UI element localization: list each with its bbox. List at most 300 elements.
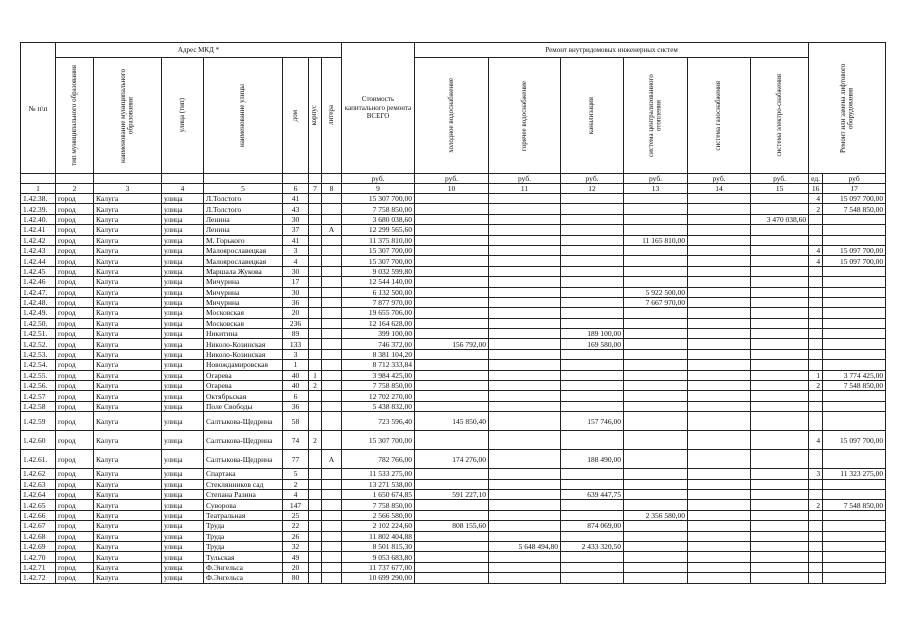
table-row <box>21 360 886 370</box>
mo-name-cell: Калуга <box>94 510 162 520</box>
cold-water-cost-cell <box>415 245 489 255</box>
row-number-cell: 1.42.54. <box>21 360 56 370</box>
table-row <box>21 318 886 328</box>
litera-cell <box>322 349 342 359</box>
row-number-cell: 1.42.39. <box>21 204 56 214</box>
gas-cost-cell <box>688 450 751 469</box>
cold-water-cost-cell <box>415 370 489 380</box>
sewer-cost-cell: 639 447,75 <box>561 489 624 499</box>
sewer-cost-cell <box>561 194 624 204</box>
sewer-cost-cell <box>561 277 624 287</box>
total-cost-cell: 9 032 599,80 <box>342 266 415 276</box>
mo-type-cell: город <box>56 391 94 401</box>
total-cost-cell: 7 877 970,00 <box>342 297 415 307</box>
header-street-type <box>162 58 204 174</box>
street-name-cell: Никитина <box>204 329 283 339</box>
hot-water-cost-cell <box>489 204 561 214</box>
korpus-cell <box>309 489 322 499</box>
column-number-cell: 12 <box>561 184 624 194</box>
gas-cost-cell <box>688 562 751 572</box>
total-cost-cell: 7 758 850,00 <box>342 204 415 214</box>
korpus-cell <box>309 479 322 489</box>
street-name-cell: Салтыкова-Щедрина <box>204 431 283 450</box>
korpus-cell: 1 <box>309 370 322 380</box>
electric-cost-cell <box>751 245 809 255</box>
mo-type-cell: город <box>56 308 94 318</box>
electric-cost-cell <box>751 308 809 318</box>
mo-type-cell: город <box>56 287 94 297</box>
total-cost-cell: 12 702 270,00 <box>342 391 415 401</box>
lift-count-cell <box>809 510 823 520</box>
lift-count-cell <box>809 214 823 224</box>
heating-cost-cell <box>624 349 688 359</box>
mo-name-cell: Калуга <box>94 412 162 431</box>
house-cell: 25 <box>283 510 309 520</box>
total-cost-cell: 11 802 404,88 <box>342 531 415 541</box>
header-heating-label: система централизованного отопления <box>647 74 663 157</box>
total-cost-cell: 15 307 700,00 <box>342 256 415 266</box>
total-cost-cell: 2 102 224,60 <box>342 521 415 531</box>
column-number-cell: 8 <box>322 184 342 194</box>
unit-cell: руб. <box>751 174 809 184</box>
heating-cost-cell <box>624 225 688 235</box>
lift-count-cell <box>809 541 823 551</box>
gas-cost-cell <box>688 510 751 520</box>
litera-cell <box>322 562 342 572</box>
hot-water-cost-cell <box>489 469 561 479</box>
lift-count-cell <box>809 450 823 469</box>
street-name-cell: Л.Толстого <box>204 204 283 214</box>
litera-cell: А <box>322 450 342 469</box>
street-type-cell: улица <box>162 256 204 266</box>
gas-cost-cell <box>688 401 751 411</box>
heating-cost-cell <box>624 541 688 551</box>
row-number-cell: 1.42.70 <box>21 552 56 562</box>
table-row <box>21 510 886 520</box>
korpus-cell <box>309 235 322 245</box>
heating-cost-cell <box>624 489 688 499</box>
sewer-cost-cell: 2 433 320,50 <box>561 541 624 551</box>
mo-type-cell: город <box>56 431 94 450</box>
cold-water-cost-cell <box>415 401 489 411</box>
korpus-cell <box>309 531 322 541</box>
lift-cost-cell <box>823 531 886 541</box>
mo-type-cell: город <box>56 225 94 235</box>
hot-water-cost-cell <box>489 573 561 583</box>
heating-cost-cell <box>624 308 688 318</box>
row-number-cell: 1.42.63 <box>21 479 56 489</box>
row-number-cell: 1.42.58 <box>21 401 56 411</box>
lift-cost-cell <box>823 297 886 307</box>
lift-cost-cell <box>823 277 886 287</box>
korpus-cell <box>309 256 322 266</box>
total-cost-cell: 7 758 850,00 <box>342 500 415 510</box>
korpus-cell <box>309 510 322 520</box>
mo-name-cell: Калуга <box>94 308 162 318</box>
electric-cost-cell <box>751 318 809 328</box>
lift-cost-cell: 7 548 850,00 <box>823 500 886 510</box>
lift-cost-cell: 7 548 850,00 <box>823 204 886 214</box>
row-number-cell: 1.42.65 <box>21 500 56 510</box>
cold-water-cost-cell <box>415 573 489 583</box>
column-number-cell: 10 <box>415 184 489 194</box>
cold-water-cost-cell <box>415 318 489 328</box>
heating-cost-cell <box>624 500 688 510</box>
table-row <box>21 521 886 531</box>
cold-water-cost-cell: 808 155,60 <box>415 521 489 531</box>
litera-cell <box>322 339 342 349</box>
street-name-cell: М. Горького <box>204 235 283 245</box>
street-type-cell: улица <box>162 225 204 235</box>
lift-count-cell <box>809 489 823 499</box>
unit-cell: руб. <box>342 174 415 184</box>
hot-water-cost-cell <box>489 500 561 510</box>
house-cell: 4 <box>283 489 309 499</box>
lift-cost-cell <box>823 287 886 297</box>
mo-name-cell: Калуга <box>94 573 162 583</box>
total-cost-cell: 13 271 538,00 <box>342 479 415 489</box>
street-type-cell: улица <box>162 479 204 489</box>
street-name-cell: Малоярославецкая <box>204 245 283 255</box>
street-name-cell: Труда <box>204 541 283 551</box>
house-cell: 6 <box>283 391 309 401</box>
mo-type-cell: город <box>56 360 94 370</box>
table-row <box>21 370 886 380</box>
lift-count-cell <box>809 391 823 401</box>
cold-water-cost-cell: 156 792,00 <box>415 339 489 349</box>
street-name-cell: Поле Свободы <box>204 401 283 411</box>
street-name-cell: Огарева <box>204 381 283 391</box>
heating-cost-cell <box>624 194 688 204</box>
cold-water-cost-cell <box>415 381 489 391</box>
table-row <box>21 412 886 431</box>
lift-count-cell: 2 <box>809 204 823 214</box>
mo-type-cell: город <box>56 277 94 287</box>
electric-cost-cell <box>751 541 809 551</box>
street-name-cell: Новождамировская <box>204 360 283 370</box>
electric-cost-cell <box>751 469 809 479</box>
mo-name-cell: Калуга <box>94 541 162 551</box>
hot-water-cost-cell <box>489 370 561 380</box>
header-hot-water-label: горячее водоснабжение <box>519 80 528 151</box>
street-type-cell: улица <box>162 562 204 572</box>
street-type-cell: улица <box>162 235 204 245</box>
total-cost-cell: 399 100,00 <box>342 329 415 339</box>
lift-count-cell: 1 <box>809 370 823 380</box>
header-cold-water-label: холодное водоснабжение <box>446 78 455 153</box>
table-row <box>21 391 886 401</box>
mo-type-cell: город <box>56 204 94 214</box>
heating-cost-cell <box>624 412 688 431</box>
house-cell: 20 <box>283 308 309 318</box>
electric-cost-cell <box>751 531 809 541</box>
lift-count-cell <box>809 277 823 287</box>
mo-type-cell: город <box>56 194 94 204</box>
lift-cost-cell: 11 323 275,00 <box>823 469 886 479</box>
header-electric <box>751 58 809 174</box>
street-type-cell: улица <box>162 510 204 520</box>
header-gas-label: система газоснабжения <box>714 80 723 151</box>
row-number-cell: 1.42.44 <box>21 256 56 266</box>
sewer-cost-cell <box>561 318 624 328</box>
mo-name-cell: Калуга <box>94 521 162 531</box>
sewer-cost-cell <box>561 500 624 510</box>
street-type-cell: улица <box>162 521 204 531</box>
mo-type-cell: город <box>56 339 94 349</box>
korpus-cell <box>309 287 322 297</box>
heating-cost-cell <box>624 401 688 411</box>
column-numbers-row <box>21 184 886 194</box>
litera-cell <box>322 391 342 401</box>
electric-cost-cell <box>751 431 809 450</box>
total-cost-cell: 8 712 333,84 <box>342 360 415 370</box>
litera-cell <box>322 214 342 224</box>
house-cell: 32 <box>283 541 309 551</box>
electric-cost-cell <box>751 521 809 531</box>
house-cell: 30 <box>283 214 309 224</box>
total-cost-cell: 11 375 810,00 <box>342 235 415 245</box>
row-number-cell: 1.42.38. <box>21 194 56 204</box>
lift-count-cell <box>809 552 823 562</box>
cold-water-cost-cell <box>415 391 489 401</box>
unit-cell: руб. <box>688 174 751 184</box>
house-cell: 5 <box>283 469 309 479</box>
litera-cell <box>322 500 342 510</box>
hot-water-cost-cell <box>489 349 561 359</box>
hot-water-cost-cell <box>489 401 561 411</box>
lift-count-cell <box>809 266 823 276</box>
gas-cost-cell <box>688 235 751 245</box>
hot-water-cost-cell: 5 648 494,80 <box>489 541 561 551</box>
mo-name-cell: Калуга <box>94 552 162 562</box>
electric-cost-cell <box>751 381 809 391</box>
litera-cell <box>322 431 342 450</box>
heating-cost-cell <box>624 339 688 349</box>
lift-cost-cell <box>823 349 886 359</box>
gas-cost-cell <box>688 329 751 339</box>
mo-type-cell: город <box>56 381 94 391</box>
cold-water-cost-cell: 174 276,00 <box>415 450 489 469</box>
unit-cell: руб <box>823 174 886 184</box>
mo-name-cell: Калуга <box>94 297 162 307</box>
total-cost-cell: 12 544 140,00 <box>342 277 415 287</box>
lift-count-cell <box>809 318 823 328</box>
row-number-cell: 1.42.69 <box>21 541 56 551</box>
gas-cost-cell <box>688 489 751 499</box>
repair-table <box>20 42 886 584</box>
table-row <box>21 349 886 359</box>
lift-cost-cell <box>823 521 886 531</box>
cold-water-cost-cell: 591 227,10 <box>415 489 489 499</box>
street-type-cell: улица <box>162 308 204 318</box>
header-cold-water <box>415 58 489 174</box>
hot-water-cost-cell <box>489 360 561 370</box>
heating-cost-cell <box>624 245 688 255</box>
cold-water-cost-cell <box>415 225 489 235</box>
cold-water-cost-cell <box>415 235 489 245</box>
row-number-cell: 1.42.67 <box>21 521 56 531</box>
column-number-cell: 1 <box>21 184 56 194</box>
electric-cost-cell <box>751 401 809 411</box>
sewer-cost-cell <box>561 204 624 214</box>
column-number-cell: 16 <box>809 184 823 194</box>
electric-cost-cell <box>751 360 809 370</box>
litera-cell <box>322 297 342 307</box>
hot-water-cost-cell <box>489 256 561 266</box>
electric-cost-cell <box>751 235 809 245</box>
street-name-cell: Октябрьская <box>204 391 283 401</box>
total-cost-cell: 19 655 706,00 <box>342 308 415 318</box>
heating-cost-cell <box>624 214 688 224</box>
header-house <box>283 58 309 174</box>
street-name-cell: Мичурина <box>204 297 283 307</box>
mo-type-cell: город <box>56 412 94 431</box>
gas-cost-cell <box>688 204 751 214</box>
hot-water-cost-cell <box>489 339 561 349</box>
lift-count-cell <box>809 349 823 359</box>
gas-cost-cell <box>688 531 751 541</box>
header-address-group: Адрес МКД * <box>56 43 342 58</box>
header-hot-water <box>489 58 561 174</box>
lift-count-cell: 4 <box>809 194 823 204</box>
litera-cell <box>322 308 342 318</box>
korpus-cell <box>309 562 322 572</box>
mo-name-cell: Калуга <box>94 339 162 349</box>
street-type-cell: улица <box>162 245 204 255</box>
korpus-cell <box>309 541 322 551</box>
table-row <box>21 225 886 235</box>
electric-cost-cell <box>751 277 809 287</box>
hot-water-cost-cell <box>489 391 561 401</box>
sewer-cost-cell <box>561 391 624 401</box>
sewer-cost-cell <box>561 266 624 276</box>
gas-cost-cell <box>688 214 751 224</box>
lift-count-cell: 4 <box>809 245 823 255</box>
hot-water-cost-cell <box>489 521 561 531</box>
gas-cost-cell <box>688 469 751 479</box>
heating-cost-cell <box>624 552 688 562</box>
sewer-cost-cell <box>561 431 624 450</box>
total-cost-cell: 8 501 815,30 <box>342 541 415 551</box>
sewer-cost-cell <box>561 531 624 541</box>
heating-cost-cell <box>624 479 688 489</box>
sewer-cost-cell <box>561 256 624 266</box>
mo-type-cell: город <box>56 450 94 469</box>
header-street-name <box>204 58 283 174</box>
street-type-cell: улица <box>162 277 204 287</box>
mo-name-cell: Калуга <box>94 370 162 380</box>
street-name-cell: Ленина <box>204 225 283 235</box>
litera-cell <box>322 287 342 297</box>
mo-type-cell: город <box>56 318 94 328</box>
house-cell: 22 <box>283 521 309 531</box>
heating-cost-cell <box>624 381 688 391</box>
cold-water-cost-cell <box>415 500 489 510</box>
house-cell: 236 <box>283 318 309 328</box>
street-type-cell: улица <box>162 489 204 499</box>
electric-cost-cell <box>751 510 809 520</box>
sewer-cost-cell <box>561 510 624 520</box>
lift-cost-cell <box>823 339 886 349</box>
gas-cost-cell <box>688 479 751 489</box>
sewer-cost-cell <box>561 370 624 380</box>
unit-cell: руб. <box>415 174 489 184</box>
gas-cost-cell <box>688 297 751 307</box>
hot-water-cost-cell <box>489 235 561 245</box>
electric-cost-cell <box>751 194 809 204</box>
lift-cost-cell <box>823 552 886 562</box>
hot-water-cost-cell <box>489 479 561 489</box>
cold-water-cost-cell <box>415 256 489 266</box>
mo-type-cell: город <box>56 370 94 380</box>
mo-name-cell: Калуга <box>94 489 162 499</box>
lift-count-cell: 4 <box>809 256 823 266</box>
heating-cost-cell <box>624 360 688 370</box>
street-name-cell: Театральная <box>204 510 283 520</box>
gas-cost-cell <box>688 431 751 450</box>
mo-type-cell: город <box>56 531 94 541</box>
column-number-cell: 15 <box>751 184 809 194</box>
heating-cost-cell <box>624 562 688 572</box>
lift-count-cell <box>809 297 823 307</box>
litera-cell <box>322 277 342 287</box>
lift-cost-cell <box>823 266 886 276</box>
row-number-cell: 1.42.42 <box>21 235 56 245</box>
lift-cost-cell <box>823 391 886 401</box>
cold-water-cost-cell <box>415 541 489 551</box>
korpus-cell <box>309 412 322 431</box>
heating-cost-cell <box>624 370 688 380</box>
table-row <box>21 214 886 224</box>
column-number-cell: 14 <box>688 184 751 194</box>
hot-water-cost-cell <box>489 412 561 431</box>
litera-cell <box>322 510 342 520</box>
gas-cost-cell <box>688 266 751 276</box>
header-korpus-label: корпус <box>310 105 319 126</box>
header-total-label: Стоимость капитального ремонта ВСЕГО <box>344 94 412 121</box>
cold-water-cost-cell <box>415 510 489 520</box>
mo-type-cell: город <box>56 235 94 245</box>
house-cell: 1 <box>283 360 309 370</box>
cold-water-cost-cell <box>415 552 489 562</box>
lift-cost-cell <box>823 450 886 469</box>
street-name-cell: Николо-Козинская <box>204 349 283 359</box>
hot-water-cost-cell <box>489 431 561 450</box>
lift-count-cell <box>809 573 823 583</box>
litera-cell <box>322 479 342 489</box>
sewer-cost-cell <box>561 287 624 297</box>
lift-cost-cell <box>823 489 886 499</box>
table-row <box>21 266 886 276</box>
electric-cost-cell <box>751 391 809 401</box>
litera-cell <box>322 194 342 204</box>
table-row <box>21 489 886 499</box>
row-number-cell: 1.42.53. <box>21 349 56 359</box>
lift-cost-cell <box>823 308 886 318</box>
street-name-cell: Труда <box>204 531 283 541</box>
total-cost-cell: 9 053 683,80 <box>342 552 415 562</box>
gas-cost-cell <box>688 552 751 562</box>
column-number-cell: 9 <box>342 184 415 194</box>
sewer-cost-cell <box>561 469 624 479</box>
street-type-cell: улица <box>162 450 204 469</box>
litera-cell <box>322 521 342 531</box>
house-cell: 3 <box>283 245 309 255</box>
sewer-cost-cell: 157 746,00 <box>561 412 624 431</box>
total-cost-cell: 15 307 700,00 <box>342 245 415 255</box>
lift-count-cell <box>809 412 823 431</box>
table-row <box>21 297 886 307</box>
